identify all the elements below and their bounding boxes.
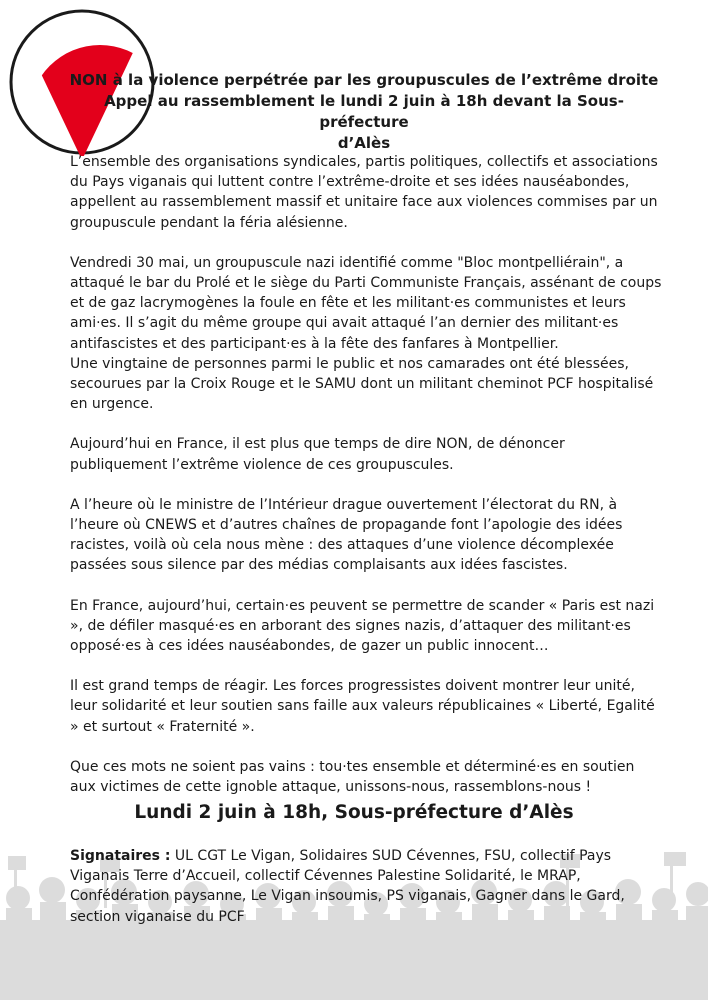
signatories xyxy=(70,846,662,927)
paragraph-call: Que ces mots ne soient pas vains : tou·tes ensemble et déterminé·es en soutien aux victimes de cette ignoble attaque, unissons-nous, rassemblons-nous ! xyxy=(70,758,635,796)
paragraph-media: A l’heure où le ministre de l’Intérieur drague ouvertement l’électorat du RN, à l’heure où CNEWS et d’autres chaînes de propagande font l’apologie des idées racistes, voilà où cela nous mène : des attaques d’une violence décomplexée passées sous silence par des médias complaisants aux idées fascistes. xyxy=(70,496,623,574)
headline-line-1: NON à la violence perpétrée par les groupuscules de l’extrême droite xyxy=(69,71,659,89)
paragraph-attack: Vendredi 30 mai, un groupuscule nazi identifié comme "Bloc montpelliérain", a attaqué le bar du Prolé et le siège du Parti Communiste Français, assénant de coups et de gaz lacrymogènes la foule en fête et les militant·es communistes et leurs ami·es. Il s’agit du même groupe qui avait attaqué l’an dernier des militant·es antifascistes et des participant·es à la fête des fanfares à Montpellier. xyxy=(70,254,662,352)
body-text xyxy=(70,152,662,817)
paragraph-react: Il est grand temps de réagir. Les forces progressistes doivent montrer leur unité, leur solidarité et leur soutien sans faille aux valeurs républicaines « Liberté, Egalité » et surtout « Fraternité ». xyxy=(70,678,655,735)
signatories-label: Signataires : xyxy=(70,848,171,864)
paragraph-intro: L’ensemble des organisations syndicales, partis politiques, collectifs et associations du Pays viganais qui luttent contre l’extrême-droite et ses idées nauséabondes, appellent au rassemblement massif et unitaire face aux violences commises par un groupuscule pendant la féria alésienne. xyxy=(70,154,658,231)
event-announcement: Lundi 2 juin à 18h, Sous-préfecture d’Alès xyxy=(134,802,574,823)
headline-line-2: Appel au rassemblement le lundi 2 juin à 18h devant la Sous-préfecture xyxy=(104,92,624,131)
paragraph-say-no: Aujourd’hui en France, il est plus que temps de dire NON, de dénoncer publiquement l’extrême violence de ces groupuscules. xyxy=(70,436,565,473)
headline xyxy=(60,70,668,154)
paragraph-france: En France, aujourd’hui, certain·es peuvent se permettre de scander « Paris est nazi », de défiler masqué·es en arborant des signes nazis, d’attaquer des militant·es opposé·es à ces idées nauséabondes, de gazer un public innocent… xyxy=(70,597,655,655)
signatories-list: UL CGT Le Vigan, Solidaires SUD Cévennes, FSU, collectif Pays Viganais Terre d’Accueil, collectif Cévennes Palestine Solidarité, le MRAP, Confédération paysanne, Le Vigan insoumis, PS viganais, Gagner dans le Gard, section viganaise du PCF xyxy=(70,848,625,925)
headline-line-3: d’Alès xyxy=(337,134,391,152)
paragraph-injured: Une vingtaine de personnes parmi le public et nos camarades ont été blessées, secourues par la Croix Rouge et le SAMU dont un militant cheminot PCF hospitalisé en urgence. xyxy=(70,355,654,413)
